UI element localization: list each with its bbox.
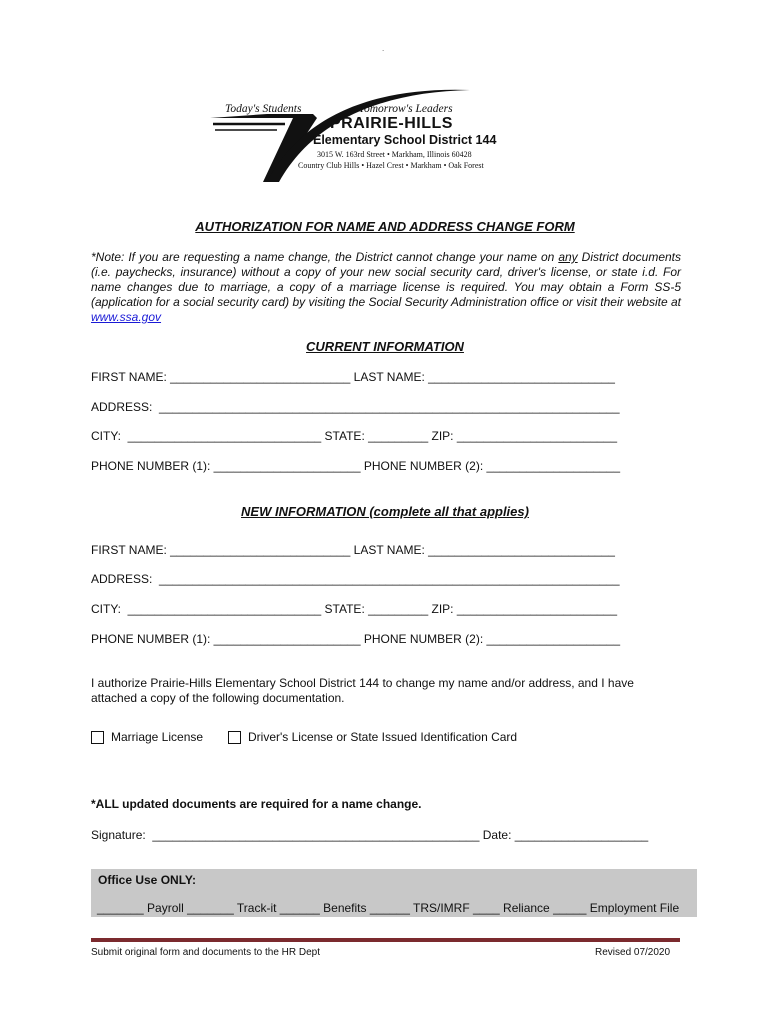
drivers-license-label: Driver's License or State Issued Identification Card (248, 730, 518, 744)
logo-district-subtitle: Elementary School District 144 (313, 133, 497, 147)
logo-tagline-left: Today's Students (225, 103, 302, 115)
new-phone-field[interactable]: PHONE NUMBER (1): ______________________ PHONE NUMBER (2): ____________________ (91, 632, 620, 646)
required-documents-note: *ALL updated documents are required for a name change. (91, 797, 422, 811)
note-text-1: *Note: If you are requesting a name change, the District cannot change your name on (91, 250, 559, 264)
marriage-license-label: Marriage License (111, 730, 204, 744)
current-phone-field[interactable]: PHONE NUMBER (1): ______________________ PHONE NUMBER (2): ____________________ (91, 459, 620, 473)
note-text-2: District documents (i.e. paychecks, insurance) without a copy of your new social security card, driver's license, or state i.d. For name changes due to marriage, a copy of a marriage license is required. You may obtain a Form SS-5 (application for a social security card) by visiting the Social Security Administration office or visit their website at (91, 250, 681, 309)
authorization-statement: I authorize Prairie-Hills Elementary School District 144 to change my name and/or address, and I have attached a copy of the following documentation. (91, 676, 634, 705)
marriage-license-option[interactable] (91, 730, 203, 744)
office-use-title: Office Use ONLY: (98, 873, 197, 887)
ssa-website-link[interactable]: www.ssa.gov (91, 310, 162, 324)
logo-address: 3015 W. 163rd Street • Markham, Illinois 60428 (317, 150, 472, 159)
note-emphasis: any (558, 250, 578, 264)
signature-date-field[interactable]: Signature: _________________________________________________ Date: ____________________ (91, 828, 649, 842)
district-logo (205, 78, 535, 190)
logo-district-name: PRAIRIE-HILLS (330, 115, 453, 132)
new-info-heading: NEW INFORMATION (complete all that applies) (241, 504, 529, 519)
new-name-field[interactable]: FIRST NAME: ___________________________ LAST NAME: ____________________________ (91, 543, 615, 557)
current-address-field[interactable]: ADDRESS: _____________________________________________________________________ (91, 400, 620, 414)
drivers-license-checkbox[interactable] (228, 731, 241, 744)
footer-instructions: Submit original form and documents to the HR Dept (91, 947, 320, 958)
name-change-note (91, 250, 681, 325)
office-use-box (91, 869, 697, 917)
footer-divider (91, 938, 680, 942)
current-city-state-zip-field[interactable]: CITY: _____________________________ STATE: _________ ZIP: ________________________ (91, 429, 618, 443)
current-name-field[interactable]: FIRST NAME: ___________________________ LAST NAME: ____________________________ (91, 370, 615, 384)
logo-towns: Country Club Hills • Hazel Crest • Markham • Oak Forest (298, 161, 484, 170)
logo-tagline-right: ...Tomorrow's Leaders (350, 103, 453, 115)
new-city-state-zip-field[interactable]: CITY: _____________________________ STATE: _________ ZIP: ________________________ (91, 602, 618, 616)
current-info-heading: CURRENT INFORMATION (306, 339, 464, 354)
office-use-items: _______ Payroll _______ Track-it ______ Benefits ______ TRS/IMRF ____ Reliance _____ Employment File (97, 901, 680, 915)
marriage-license-checkbox[interactable] (91, 731, 104, 744)
footer-revision: Revised 07/2020 (595, 947, 671, 958)
new-address-field[interactable]: ADDRESS: _____________________________________________________________________ (91, 572, 620, 586)
form-title: AUTHORIZATION FOR NAME AND ADDRESS CHANGE FORM (195, 219, 575, 234)
header-mark: . (382, 44, 385, 53)
drivers-license-option[interactable] (228, 730, 517, 744)
